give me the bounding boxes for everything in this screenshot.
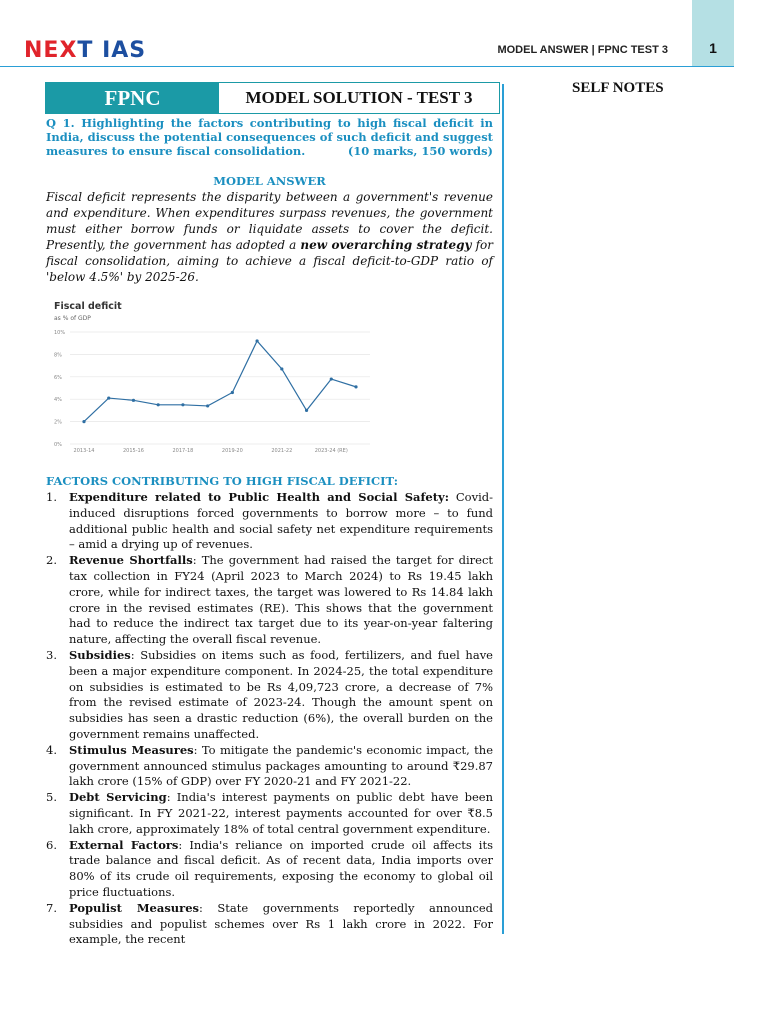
factor-item	[46, 838, 493, 901]
factor-title: Expenditure related to Public Health and Social Safety:	[69, 490, 449, 504]
factor-title: External Factors	[69, 837, 179, 852]
factors-list	[46, 490, 493, 948]
factor-number: 5.	[46, 790, 57, 805]
factor-item	[46, 553, 493, 648]
x-tick-label: 2013-14	[73, 448, 95, 454]
page-number: 1	[709, 40, 717, 56]
x-tick-label: 2017-18	[172, 448, 194, 454]
y-tick-label: 6%	[54, 374, 62, 381]
x-tick-label: 2015-16	[123, 448, 144, 454]
header-divider	[0, 66, 734, 67]
factor-text: Debt Servicing: India's interest payments on public debt have been significant. In FY 2021-22, interest payments accounted for over ₹8.5 lakh crore, approximately 18% of total central government expenditure.	[69, 790, 493, 836]
model-answer-heading: MODEL ANSWER	[213, 174, 326, 188]
factor-number: 6.	[46, 837, 57, 852]
factor-text: Expenditure related to Public Health and Social Safety: Covid-induced disruptions forced governments to borrow more – to fund additional public health and social safety net expenditure requirements – amid a drying up of revenues.	[69, 490, 493, 552]
data-point	[354, 385, 357, 388]
factor-item	[46, 901, 493, 948]
factor-text: Stimulus Measures: To mitigate the pandemic's economic impact, the government announced stimulus packages amounting to around ₹29.87 lakh crore (15% of GDP) over FY 2020-21 and FY 2021-22.	[69, 742, 494, 789]
chart-subtitle: as % of GDP	[54, 315, 91, 322]
x-tick-label: 2023-24 (RE)	[314, 448, 348, 454]
data-point	[157, 403, 160, 406]
factor-title: Debt Servicing	[69, 790, 167, 805]
intro-paragraph: Fiscal deficit represents the disparity between a government's revenue and expenditure. When expenditures surpass revenues, the government must either borrow funds or liquidate assets to cover the deficit. Presently, the government has adopted a new overarching strategy for fiscal consolidation, aiming to achieve a fiscal deficit-to-GDP ratio of 'below 4.5%' by 2025-26.	[46, 190, 493, 284]
factors-heading: FACTORS CONTRIBUTING TO HIGH FISCAL DEFICIT:	[46, 474, 398, 488]
factor-title: Revenue Shortfalls	[69, 553, 193, 568]
factor-title: Stimulus Measures	[69, 742, 194, 757]
data-point	[82, 420, 85, 423]
fiscal-deficit-chart	[50, 298, 375, 458]
data-point	[231, 391, 234, 394]
factor-text: Subsidies: Subsidies on items such as food, fertilizers, and fuel have been a major expenditure component. In 2024-25, the total expenditure on subsidies is estimated to be Rs 4,09,723 crore, a decrease of 7% from the revised estimate of 2023-24. Though the amount spent on subsidies has seen a drastic reduction (6%), the overall burden on the government remains unaffected.	[69, 647, 493, 741]
chart-title: Fiscal deficit	[54, 301, 122, 312]
x-tick-label: 2019-20	[221, 448, 243, 454]
y-tick-label: 0%	[54, 442, 62, 448]
data-point	[330, 377, 333, 380]
next-ias-logo: NEXT IAS	[24, 38, 147, 63]
y-tick-label: 8%	[54, 352, 62, 359]
factor-number: 3.	[46, 647, 57, 662]
self-notes-heading: SELF NOTES	[572, 80, 664, 96]
factor-number: 4.	[46, 742, 57, 757]
factor-number: 1.	[46, 490, 57, 504]
factor-text: Revenue Shortfalls: The government had raised the target for direct tax collection in FY24 (April 2023 to March 2024) to Rs 19.45 lakh crore, while for indirect taxes, the target was lowered to Rs 14.84 lakh crore in the revised estimates (RE). This shows that the government had to reduce the indirect tax target due to its year-on-year faltering nature, affecting the overall fiscal revenue.	[69, 553, 494, 647]
data-point	[255, 339, 258, 342]
data-point	[132, 399, 135, 402]
factor-title: Populist Measures	[69, 900, 199, 915]
data-point	[305, 409, 308, 412]
y-tick-label: 10%	[54, 330, 66, 336]
data-point	[107, 396, 110, 399]
y-tick-label: 4%	[54, 397, 62, 404]
y-tick-label: 2%	[54, 419, 62, 426]
column-divider	[502, 84, 504, 934]
data-point	[280, 367, 283, 370]
intro-emphasis: new overarching strategy	[300, 238, 472, 252]
question-block	[46, 116, 493, 158]
question-text: Q 1. Highlighting the factors contributing to high fiscal deficit in India, discuss the potential consequences of such deficit and suggest measures to ensure fiscal consolidation.	[46, 116, 493, 158]
factor-item	[46, 743, 493, 790]
fpnc-label: FPNC	[46, 83, 219, 113]
factor-title: Subsidies	[69, 647, 131, 662]
data-point	[181, 403, 184, 406]
fiscal-deficit-line	[84, 341, 356, 422]
x-tick-label: 2021-22	[271, 448, 293, 454]
factor-item	[46, 790, 493, 837]
data-point	[206, 404, 209, 407]
factor-number: 7.	[46, 900, 57, 915]
factor-text: Populist Measures: State governments reportedly announced subsidies and populist schemes over Rs 1 lakh crore in 2022. For example, the recent	[69, 900, 493, 947]
page-number-tab	[692, 0, 734, 66]
question-marks: (10 marks, 150 words)	[347, 144, 493, 158]
title-bar	[45, 82, 500, 114]
factor-text: External Factors: India's reliance on imported crude oil affects its trade balance and fiscal deficit. As of recent data, India imports over 80% of its crude oil requirements, exposing the economy to global oil price fluctuations.	[69, 837, 494, 899]
model-solution-title: MODEL SOLUTION - TEST 3	[245, 88, 473, 107]
factor-number: 2.	[46, 553, 57, 568]
header-title: MODEL ANSWER | FPNC TEST 3	[497, 44, 668, 56]
factor-item	[46, 648, 493, 743]
factor-item	[46, 490, 493, 553]
